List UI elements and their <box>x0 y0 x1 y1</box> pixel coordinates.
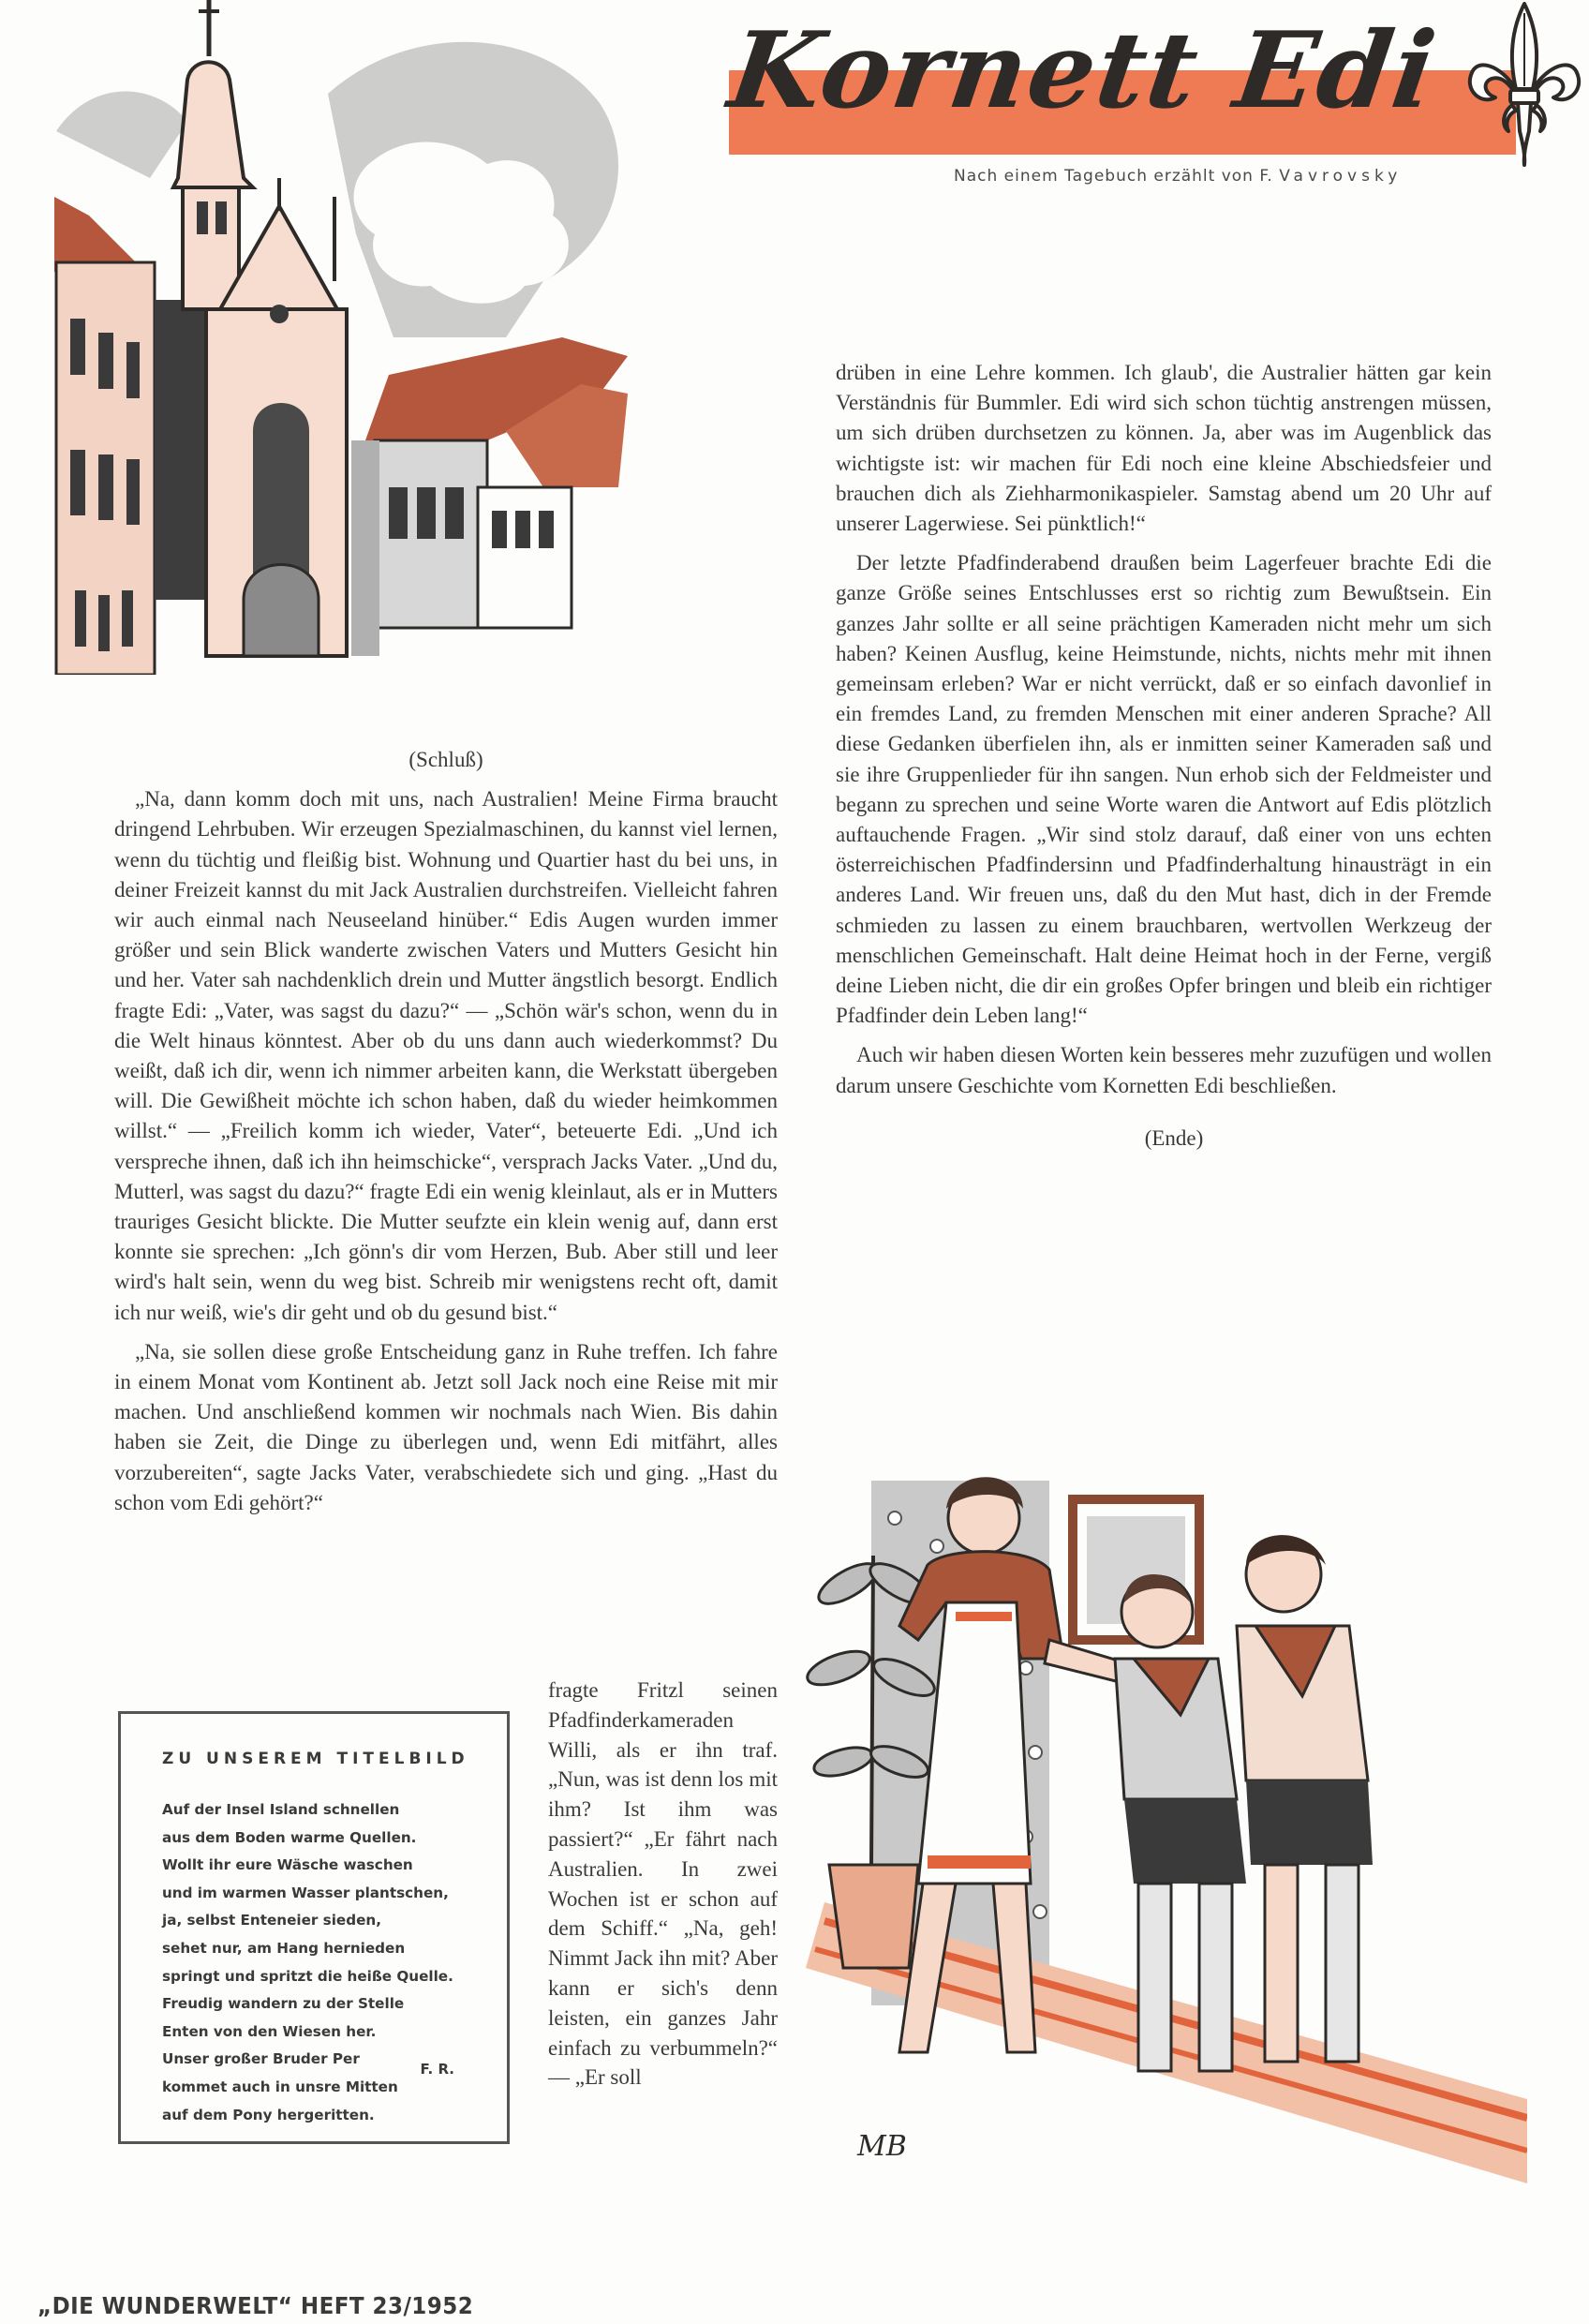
tower-shadow <box>155 300 206 600</box>
poem-signature: F. R. <box>420 2061 454 2078</box>
cloud-shading <box>56 92 187 179</box>
paragraph: „Na, sie sollen diese große Entscheidung ganz in Ruhe treffen. Ich fahre in einem Monat vom Kontinent ab. Jetzt soll Jack noch eine Reise mit mir machen. Und anschließend kommen wir nochmals nach Wien. Bis dahin haben sie Zeit, die Dinge zu überlegen und, wenn Edi mitfährt, alles vorzubereiten“, sagte Jacks Vater, verabschiedete sich und ging. „Hast du schon vom Edi gehört?“ <box>114 1339 778 1514</box>
continuation-mark: (Schluß) <box>408 748 483 771</box>
end-mark: (Ende) <box>1144 1125 1204 1150</box>
paragraph: Auch wir haben diesen Worten kein besseres mehr zuzufügen und wollen darum unsere Geschichte vom Kornetten Edi beschließen. <box>836 1043 1492 1097</box>
left-roof <box>54 197 145 272</box>
artist-signature: MB <box>857 2130 907 2163</box>
article-header <box>693 0 1589 197</box>
poem-line: Wollt ihr eure Wäsche waschen <box>162 1856 413 1874</box>
article-title: Kornett Edi <box>721 9 1445 132</box>
poem-line: Freudig wandern zu der Stelle <box>162 1995 405 2013</box>
poem-line: Auf der Insel Island schnellen <box>162 1801 400 1818</box>
poem-body <box>162 1796 453 2129</box>
poem-heading: ZU UNSEREM TITELBILD <box>162 1750 469 1768</box>
paragraph: „Na, dann komm doch mit uns, nach Australien! Meine Firma braucht dringend Lehrbuben. Wir erzeugen Spezialmaschinen, du kannst viel lernen, wenn du tüchtig und fleißig bist. Wohnung und Quartier hast du bei uns, in deiner Freizeit kannst du mit Jack Australien durchstreifen. Vielleicht fahren wir auch einmal nach Neuseeland hinüber.“ Edis Augen wurden immer größer und sein Blick wanderte zwischen Vaters und Mutters Gesicht hin und her. Vater sah nachdenklich drein und Mutter ängstlich besorgt. Endlich fragte Edi: „Vater, was sagst du dazu?“ — „Schön wär's schon, wenn du in die Welt hinaus könntest. Aber ob du uns dann auch wiederkommst? Du weißt, daß ich dir, wenn ich nimmer arbeiten kann, die Werkstatt übergeben will. Die Gewißheit möchte ich schon haben, daß du wieder heimkommen willst.“ — „Freilich komm ich wieder, Vater“, beteuerte Edi. „Und ich verspreche ihnen, daß ich ihn heimschicke“, versprach Jacks Vater. „Und du, Mutterl, was sagst du dazu?“ fragte Edi ein wenig kleinlaut, als er in Mutters trauriges Gesicht blickte. Die Mutter seufzte ein klein wenig auf, dann erst konnte sie sprechen: „Ich gönn's dir vom Herzen, Bub. Aber still und leer wird's halt sein, wenn du weg bist. Schreib mir wenigstens recht oft, damit ich nur weiß, wie's dir geht und ob du gesund bist.“ <box>114 787 778 1324</box>
byline-author: Vavrovsky <box>1279 167 1403 186</box>
right-text-column <box>836 358 1492 1163</box>
bell-tower <box>173 62 253 187</box>
paragraph-continuation: fragte Fritzl seinen Pfadfinderkameraden Willi, als er ihn traf. „Nun, was ist denn los mit ihm? Ist ihm was passiert?“ „Er fährt nach Australien. In zwei Wochen ist er schon auf dem Schiff.“ „Na, geh! Nimmt Jack ihn mit? Aber kann er sich's denn leisten, ein ganzes Jahr einfach zu verbummeln?“ — „Er soll <box>548 1678 778 2090</box>
church-street-illustration <box>19 0 656 675</box>
poem-line: sehet nur, am Hang hernieden <box>162 1939 406 1957</box>
fleur-de-lis-icon <box>1463 0 1585 169</box>
narrow-text-column <box>548 1676 778 2093</box>
left-text-column <box>114 745 778 1527</box>
poem-line: auf dem Pony hergeritten. <box>162 2106 375 2123</box>
publication-footer: „DIE WUNDERWELT“ HEFT 23/1952 <box>37 2292 474 2319</box>
poem-line: aus dem Boden warme Quellen. <box>162 1828 417 1846</box>
poem-line: ja, selbst Enteneier sieden, <box>162 1912 381 1929</box>
poem-line: kommet auch in unsre Mitten <box>162 2078 398 2095</box>
poem-line: Unser großer Bruder Per <box>162 2050 360 2068</box>
paragraph: Der letzte Pfadfinderabend draußen beim Lagerfeuer brachte Edi die ganze Größe seines Entschlusses erst so richtig zum Bewußtsein. Ein ganzes Jahr sollte er all seine prächtigen Kameraden nicht mehr um sich haben? Keinen Ausflug, keine Heimstunde, nichts, nichts mehr mit ihnen gemeinsam erleben? War er nicht verrückt, daß er so einfach davonlief in ein fremdes Land, zu fremden Menschen mit einer anderen Sprache? All diese Gedanken überfielen ihn, als er inmitten seiner Kameraden saß und sie ihre Gruppenlieder für ihn sangen. Nun erhob sich der Feldmeister und begann zu sprechen und seine Worte waren die Antwort auf Edis plötzlich auftauchende Fragen. „Wir sind stolz darauf, daß einer von uns echten österreichischen Pfadfindersinn und Pfadfinderhaltung hinausträgt in ein anderes Land. Wir freuen uns, daß du den Mut hast, dich in der Fremde schmieden zu lassen zu einem brauchbaren, wertvollen Werkzeug der menschlichen Gemeinschaft. Halt deine Heimat hoch in der Ferne, vergiß deine Lieben nicht, die dir ein großes Opfer bringen und bleib ein richtiger Pfadfinder dein Leben lang!“ <box>836 551 1492 1028</box>
byline-prefix: Nach einem Tagebuch erzählt von F. <box>954 167 1273 186</box>
paragraph: drüben in eine Lehre kommen. Ich glaub', die Australier hätten gar kein Verständnis für Bummler. Edi wird sich schon tüchtig anstrengen müssen, um sich drüben durchsetzen zu können. Ja, aber was im Augenblick das wichtigste ist: wir machen für Edi noch eine kleine Abschiedsfeier und brauchen dich als Ziehharmonikaspieler. Samstag abend um 20 Uhr auf unserer Lagerwiese. Sei pünktlich!“ <box>836 361 1492 536</box>
cover-picture-poem-box <box>118 1711 510 2144</box>
article-byline <box>954 167 1402 186</box>
poem-line: springt und spritzt die heiße Quelle. <box>162 1967 453 1985</box>
poem-line: und im warmen Wasser plantschen, <box>162 1884 449 1901</box>
poem-line: Enten von den Wiesen her. <box>162 2022 377 2040</box>
flower-pot <box>829 1865 918 1968</box>
mother-and-scouts-illustration <box>806 1443 1527 2183</box>
